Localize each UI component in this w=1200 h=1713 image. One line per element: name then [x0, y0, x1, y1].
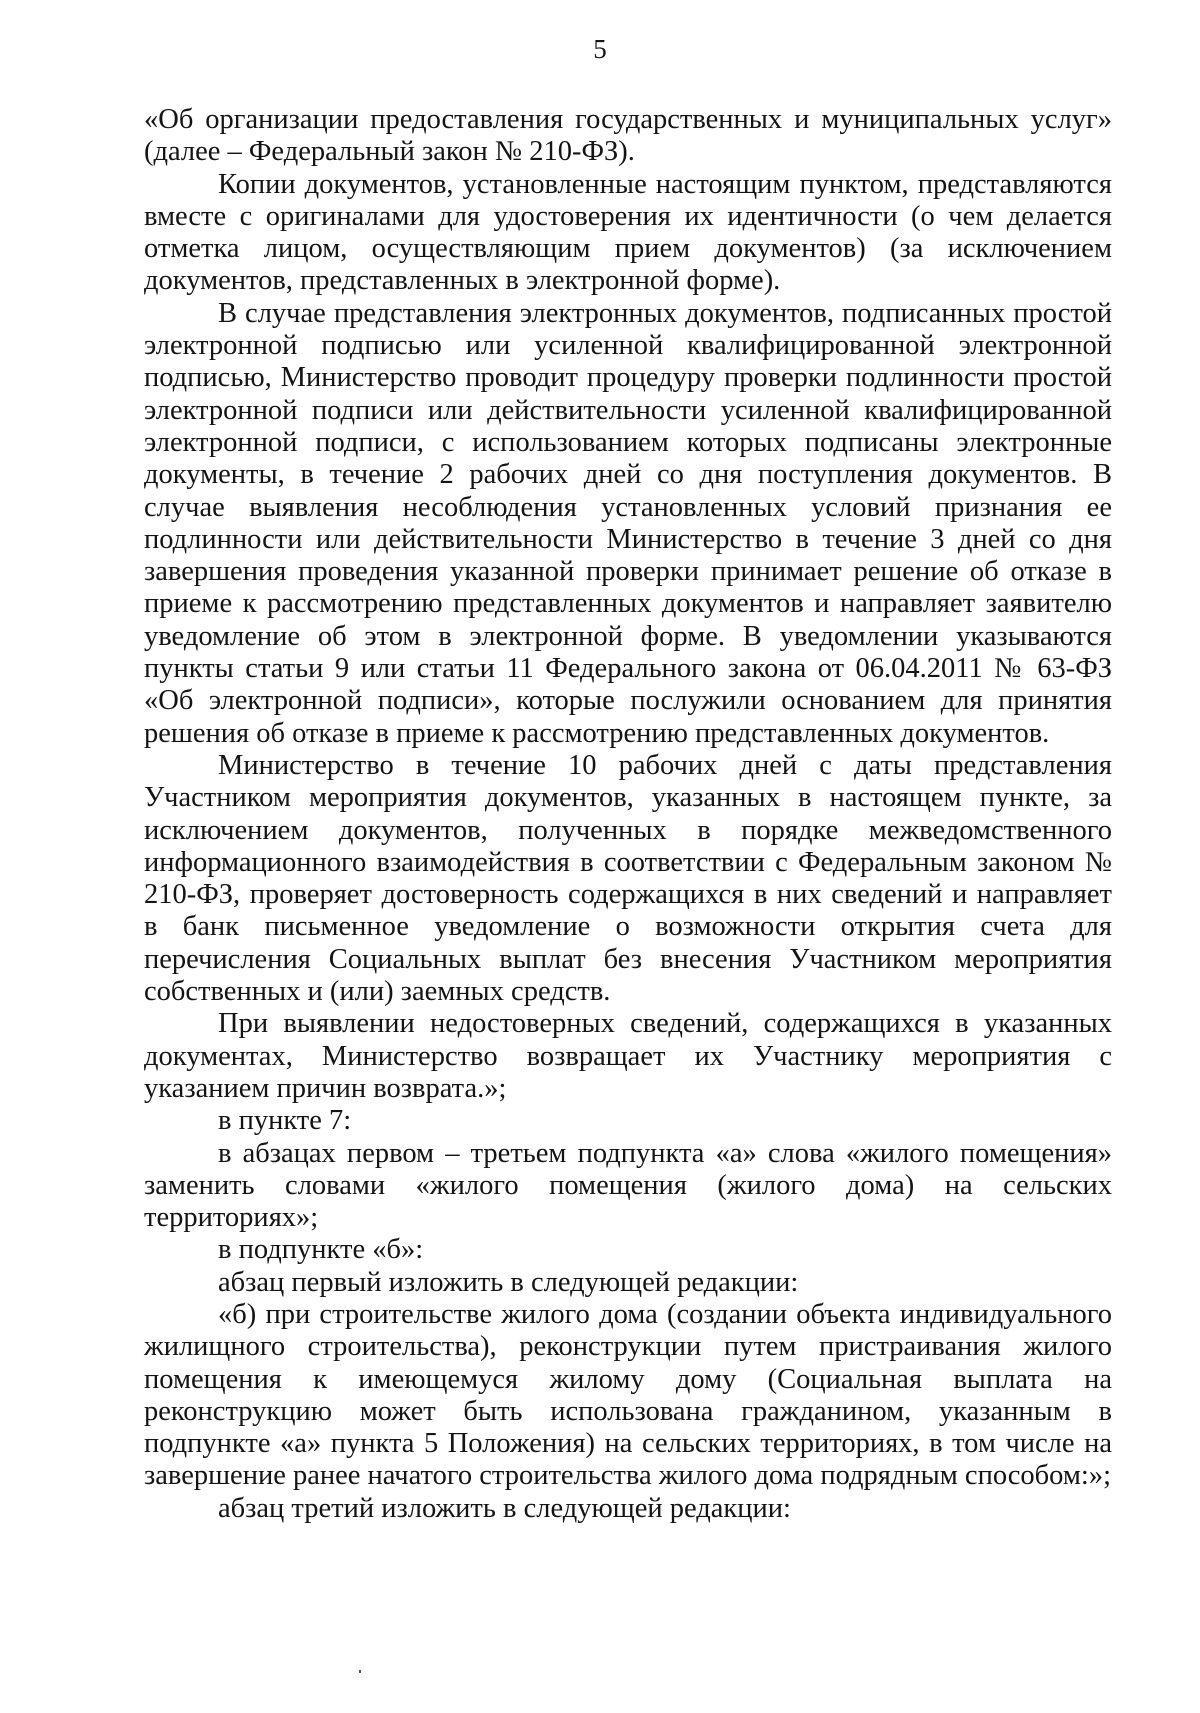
paragraph-construction-text: «б) при строительстве жилого дома (создании объекта индивидуального жилищного строительства), реконструкции путем пристраивания жилого помещения к имеющемуся жилому дому (Социальная выплата на реконструкцию может быть использована гражданином, указанным в подпункте «а» пункта 5 Положения) на сельских территориях, в том числе на завершение ранее начатого строительства жилого дома подрядным способом:»; — [144, 1298, 1112, 1492]
paragraph-document-copies: Копии документов, установленные настоящим пунктом, представляются вместе с оригиналами для удостоверения их идентичности (о чем делается отметка лицом, осуществляющим прием документов) (за исключением документов, представленных в электронной форме). — [144, 168, 1112, 297]
paragraph-false-information: При выявлении недостоверных сведений, содержащихся в указанных документах, Министерство возвращает их Участнику мероприятия с указанием причин возврата.»; — [144, 1008, 1112, 1104]
paragraph-ministry-verification: Министерство в течение 10 рабочих дней с даты представления Участником мероприятия документов, указанных в настоящем пункте, за исключением документов, полученных в порядке межведомственного информационного взаимодействия в соответствии с Федеральным законом № 210-ФЗ, проверяет достоверность содержащихся в них сведений и направляет в банк письменное уведомление о возможности открытия счета для перечисления Социальных выплат без внесения Участником мероприятия собственных и (или) заемных средств. — [144, 749, 1112, 1008]
paragraph-subpoint-b: в подпункте «б»: — [218, 1234, 424, 1266]
document-body — [144, 104, 1112, 1525]
paragraph-law-title-continuation: «Об организации предоставления государственных и муниципальных услуг» (далее – Федеральный закон № 210-ФЗ). — [144, 104, 1112, 168]
page-number: 5 — [593, 34, 607, 64]
paragraph-first-abzac-edit: абзац первый изложить в следующей редакции: — [218, 1266, 799, 1298]
scan-speck — [359, 1670, 361, 1673]
paragraph-third-abzac-edit: абзац третий изложить в следующей редакции: — [218, 1492, 791, 1524]
paragraph-subpoint-a-replacement: в абзацах первом – третьем подпункта «а» слова «жилого помещения» заменить словами «жилого помещения (жилого дома) на сельских территориях»; — [144, 1137, 1112, 1234]
paragraph-electronic-documents: В случае представления электронных документов, подписанных простой электронной подписью или усиленной квалифицированной электронной подписью, Министерство проводит процедуру проверки подлинности простой электронной подписи или действительности усиленной квалифицированной электронной подписи, с использованием которых подписаны электронные документы, в течение 2 рабочих дней со дня поступления документов. В случае выявления несоблюдения установленных условий признания ее подлинности или действительности Министерство в течение 3 дней со дня завершения проведения указанной проверки принимает решение об отказе в приеме к рассмотрению представленных документов и направляет заявителю уведомление об этом в электронной форме. В уведомлении указываются пункты статьи 9 или статьи 11 Федерального закона от 06.04.2011 № 63-ФЗ «Об электронной подписи», которые послужили основанием для принятия решения об отказе в приеме к рассмотрению представленных документов. — [144, 297, 1112, 749]
paragraph-point-7: в пункте 7: — [218, 1105, 352, 1137]
